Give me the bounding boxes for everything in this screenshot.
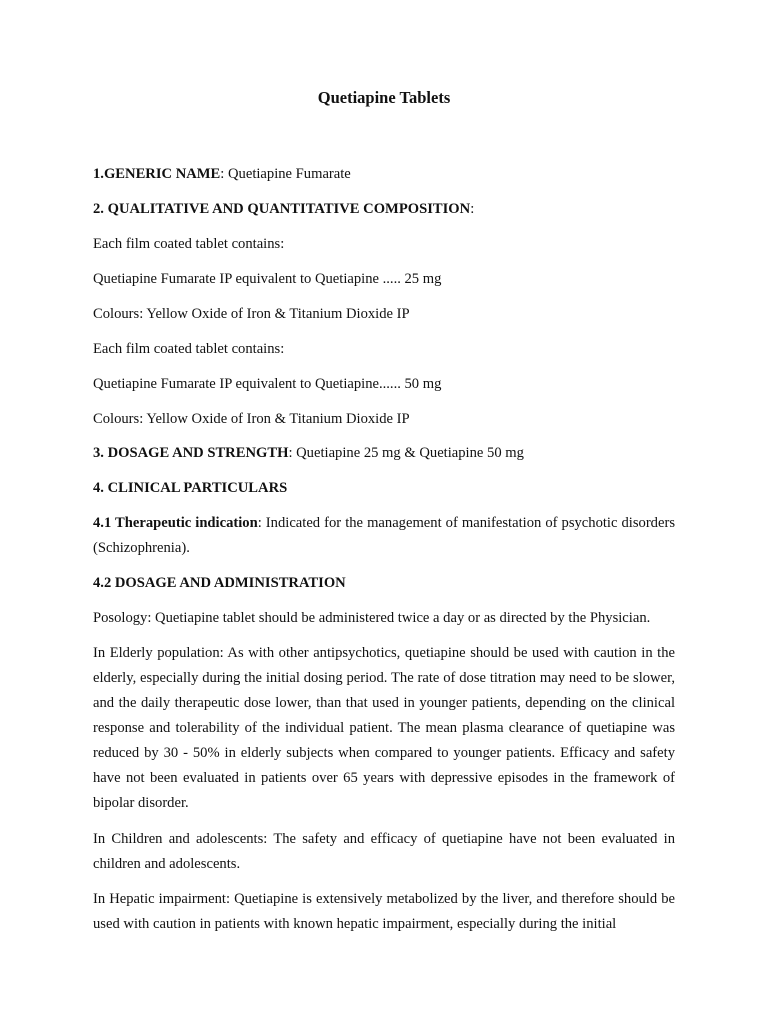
hepatic-impairment-paragraph: In Hepatic impairment: Quetiapine is extensively metabolized by the liver, and therefore should be used with caution in patients with known hepatic impairment, especially during the initial [93,891,675,932]
composition-heading-suffix: : [470,201,475,217]
dosage-strength-line [93,443,675,463]
tablet-25-ingredient: Quetiapine Fumarate IP equivalent to Quetiapine ..... 25 mg [93,271,442,287]
generic-name-label: 1.GENERIC NAME [93,166,221,182]
tablet-25-colours: Colours: Yellow Oxide of Iron & Titanium Dioxide IP [93,306,410,322]
document-title: Quetiapine Tablets [317,88,451,107]
clinical-particulars-heading: 4. CLINICAL PARTICULARS [93,480,288,496]
tablet-50-intro: Each film coated tablet contains: [93,341,285,357]
therapeutic-indication-text: : Indicated for the management of manifestation of psychotic disorders (Schizophrenia). [93,515,675,556]
dosage-strength-label: 3. DOSAGE AND STRENGTH [93,445,289,461]
generic-name-value: : Quetiapine Fumarate [220,166,351,182]
dosage-strength-value: : Quetiapine 25 mg & Quetiapine 50 mg [288,445,524,461]
tablet-25-intro: Each film coated tablet contains: [93,236,285,252]
therapeutic-indication-paragraph [93,511,675,561]
children-adolescents-paragraph: In Children and adolescents: The safety and efficacy of quetiapine have not been evaluated in children and adolescents. [93,831,675,872]
tablet-50-colours: Colours: Yellow Oxide of Iron & Titanium Dioxide IP [93,411,410,427]
dosage-administration-heading: 4.2 DOSAGE AND ADMINISTRATION [93,575,346,591]
composition-heading: 2. QUALITATIVE AND QUANTITATIVE COMPOSITION [93,201,471,217]
therapeutic-indication-label: 4.1 Therapeutic indication [93,515,258,531]
tablet-50-ingredient: Quetiapine Fumarate IP equivalent to Quetiapine...... 50 mg [93,376,442,392]
generic-name-line [93,164,675,184]
elderly-population-paragraph: In Elderly population: As with other antipsychotics, quetiapine should be used with caution in the elderly, especially during the initial dosing period. The rate of dose titration may need to be slower, and the daily therapeutic dose lower, than that used in younger patients, depending on the clinical response and tolerability of the individual patient. The mean plasma clearance of quetiapine was reduced by 30 - 50% in elderly subjects when compared to younger patients. Efficacy and safety have not been evaluated in patients over 65 years with depressive episodes in the framework of bipolar disorder. [93,645,675,811]
posology-paragraph: Posology: Quetiapine tablet should be administered twice a day or as directed by the Physician. [93,610,651,626]
composition-heading-line [93,199,675,219]
